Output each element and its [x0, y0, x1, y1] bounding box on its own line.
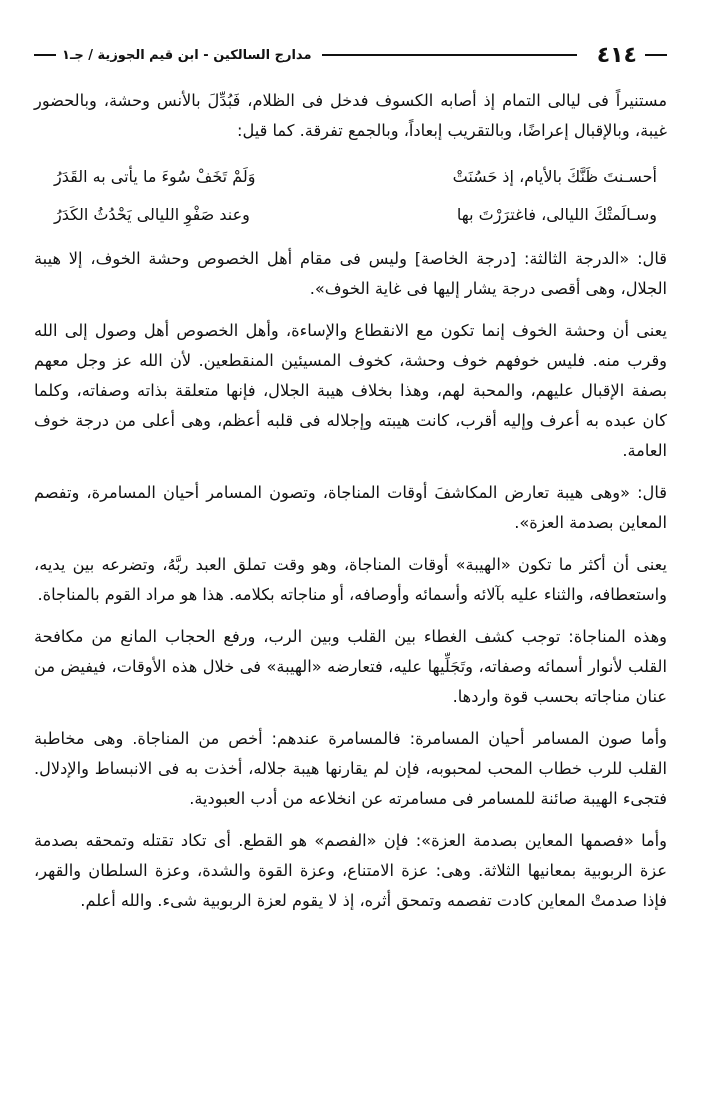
- poem-hemistich-second: وَلَمْ تَخَفْ سُوءَ ما يأتى به القَدَرُ: [54, 167, 256, 186]
- paragraph: وأما صون المسامر أحيان المسامرة: فالمسامرة عندهم: أخص من المناجاة. وهى مخاطبة القلب للرب خطاب المحب لمحبوبه، فإن لم يقارنها هيبة جلاله، أخذت به فى الانبساط والإدلال. فتجىء الهيبة صائنة للمسامر فى مسامرته عن انخلاعه من أدب العبودية.: [34, 729, 667, 808]
- paragraph: وأما «فصمها المعاين بصدمة العزة»: فإن «الفصم» هو القطع. أى تكاد تقتله وتمحقه بصدمة عزة الربوبية بمعانيها الثلاثة. وهى: عزة الامتناع، وعزة القوة والشدة، وعزة السلطان والقهر، فإذا صدمتْ المعاين كادت تفصمه وتمحق أثره، إذ لا يقوم لعزة الربوبية شىء. والله أعلم.: [34, 831, 667, 910]
- poem-hemistich-first: وسـالَمتْكَ الليالى، فاغترَرْتَ بها: [456, 205, 657, 224]
- page-body: [34, 86, 667, 916]
- paragraph: مستنيراً فى ليالى التمام إذ أصابه الكسوف فدخل فى الظلام، فَبُدِّلَ بالأنس وحشة، وبالحضور غيبة، وبالإقبال إعراضًا، وبالتقريب إبعاداً، وبالجمع تفرقة. كما قيل:: [34, 91, 667, 140]
- paragraph: وهذه المناجاة: توجب كشف الغطاء بين القلب وبين الرب، ورفع الحجاب المانع من مكافحة القلب لأنوار أسمائه وصفاته، وتَجَلِّيها عليه، فتعارضه «الهيبة» فى خلال هذه الأوقات، فيفيض من عنان مناجاته بحسب قوة واردها.: [34, 627, 667, 706]
- header-dash-left: [34, 54, 56, 56]
- paragraph: يعنى أن أكثر ما تكون «الهيبة» أوقات المناجاة، وهو وقت تملق العبد ربَّهُ، وتضرعه بين يديه، واستعطافه، والثناء عليه بآلائه وأسمائه وأوصافه، أو مناجاته بكلامه. هذا هو مراد القوم بالمناجاة.: [34, 555, 667, 604]
- header-rule: [322, 54, 577, 56]
- page-header: [34, 38, 667, 72]
- poem-hemistich-second: وعند صَفْوِ الليالى يَحْدُثُ الكَدَرُ: [54, 205, 250, 224]
- paragraph: يعنى أن وحشة الخوف إنما تكون مع الانقطاع والإساءة، وأهل الخصوص أهل وصول إلى الله وقرب منه. فليس خوفهم خوف وحشة، كخوف المسيئين المنقطعين. لأن الله عز وجل معهم بصفة الإقبال عليهم، والمحبة لهم، وهذا بخلاف هيبة الجلال، فإنها متعلقة بذاته وصفاته، وكلما كان عبده به أعرف وإليه أقرب، كانت هيبته وإجلاله فى قلبه أعظم، وهى أعلى من درجة خوف العامة.: [34, 321, 667, 460]
- poem-verse: [34, 196, 667, 234]
- poem-verse: [34, 158, 667, 196]
- paragraph: قال: «وهى هيبة تعارض المكاشفَ أوقات المناجاة، وتصون المسامر أحيان المسامرة، وتفصم المعاين بصدمة العزة».: [34, 483, 667, 532]
- running-title: مدارج السالكين - ابن قيم الجوزية / جـ١: [62, 47, 312, 63]
- poem-hemistich-first: أحسـنتَ ظَنَّكَ بالأيام، إذ حَسُنَتْ: [452, 167, 657, 186]
- paragraph: قال: «الدرجة الثالثة: [درجة الخاصة] وليس فى مقام أهل الخصوص وحشة الخوف، إلا هيبة الجلال، وهى أقصى درجة يشار إليها فى غاية الخوف».: [34, 249, 667, 298]
- page-number: ٤١٤: [596, 42, 637, 68]
- header-dash-right: [645, 54, 667, 56]
- poem: [34, 158, 667, 234]
